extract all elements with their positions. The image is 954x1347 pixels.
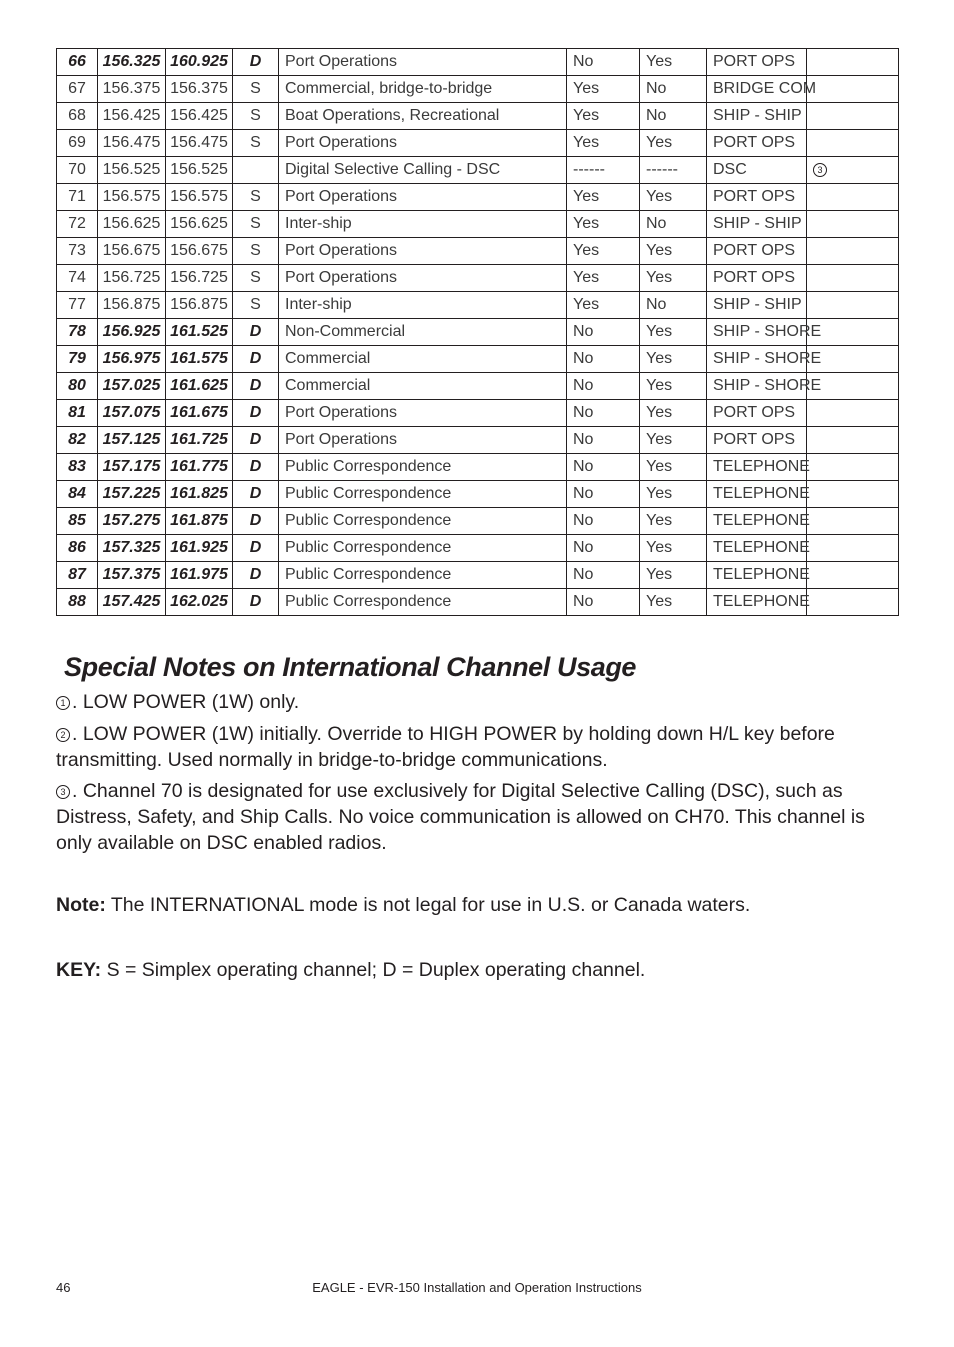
mode-cell: S xyxy=(233,238,279,265)
rx-frequency-cell: 156.425 xyxy=(166,103,233,130)
table-row xyxy=(57,265,899,292)
note-2-text: . LOW POWER (1W) initially. Override to HIGH POWER by holding down H/L key before transmitting. Used normally in bridge-to-bridge communications. xyxy=(56,723,835,771)
channel-number-cell: 80 xyxy=(57,373,98,400)
table-row xyxy=(57,103,899,130)
display-label-cell: PORT OPS xyxy=(707,427,807,454)
note-cell xyxy=(807,427,899,454)
note-3 xyxy=(56,778,898,856)
usage-cell: Port Operations xyxy=(279,265,567,292)
usage-cell: Port Operations xyxy=(279,130,567,157)
channel-number-cell: 79 xyxy=(57,346,98,373)
display-label-cell: SHIP - SHIP xyxy=(707,103,807,130)
channel-number-cell: 71 xyxy=(57,184,98,211)
usage-cell: Digital Selective Calling - DSC xyxy=(279,157,567,184)
ship-to-ship-cell: Yes xyxy=(567,184,640,211)
note-cell xyxy=(807,130,899,157)
channel-number-cell: 78 xyxy=(57,319,98,346)
rx-frequency-cell: 156.625 xyxy=(166,211,233,238)
usage-cell: Public Correspondence xyxy=(279,535,567,562)
ship-to-coast-cell: No xyxy=(640,292,707,319)
tx-frequency-cell: 156.925 xyxy=(98,319,166,346)
note-cell xyxy=(807,535,899,562)
mode-cell: D xyxy=(233,373,279,400)
ship-to-ship-cell: No xyxy=(567,319,640,346)
note-marker-3: 3 xyxy=(56,785,70,799)
channel-number-cell: 68 xyxy=(57,103,98,130)
rx-frequency-cell: 156.675 xyxy=(166,238,233,265)
mode-cell: D xyxy=(233,508,279,535)
note-marker-1: 1 xyxy=(56,696,70,710)
usage-cell: Public Correspondence xyxy=(279,481,567,508)
table-row xyxy=(57,454,899,481)
tx-frequency-cell: 156.575 xyxy=(98,184,166,211)
tx-frequency-cell: 157.125 xyxy=(98,427,166,454)
tx-frequency-cell: 157.025 xyxy=(98,373,166,400)
rx-frequency-cell: 156.875 xyxy=(166,292,233,319)
mode-cell: S xyxy=(233,103,279,130)
page-number: 46 xyxy=(56,1280,71,1295)
display-label-cell: SHIP - SHIP xyxy=(707,292,807,319)
display-label-cell: DSC xyxy=(707,157,807,184)
mode-cell: S xyxy=(233,184,279,211)
tx-frequency-cell: 157.075 xyxy=(98,400,166,427)
mode-cell: D xyxy=(233,346,279,373)
tx-frequency-cell: 157.275 xyxy=(98,508,166,535)
ship-to-ship-cell: No xyxy=(567,454,640,481)
ship-to-coast-cell: Yes xyxy=(640,265,707,292)
rx-frequency-cell: 156.375 xyxy=(166,76,233,103)
ship-to-ship-cell: No xyxy=(567,508,640,535)
mode-cell: D xyxy=(233,427,279,454)
channel-number-cell: 82 xyxy=(57,427,98,454)
display-label-cell: TELEPHONE xyxy=(707,562,807,589)
ship-to-ship-cell: No xyxy=(567,589,640,616)
mode-cell: D xyxy=(233,481,279,508)
legal-note-text: The INTERNATIONAL mode is not legal for use in U.S. or Canada waters. xyxy=(105,894,751,916)
table-row xyxy=(57,562,899,589)
ship-to-ship-cell: No xyxy=(567,427,640,454)
display-label-cell: TELEPHONE xyxy=(707,481,807,508)
mode-cell: S xyxy=(233,76,279,103)
tx-frequency-cell: 157.325 xyxy=(98,535,166,562)
note-cell xyxy=(807,184,899,211)
channel-number-cell: 66 xyxy=(57,49,98,76)
legal-note-label: Note: xyxy=(56,894,106,916)
ship-to-coast-cell: Yes xyxy=(640,130,707,157)
tx-frequency-cell: 157.425 xyxy=(98,589,166,616)
usage-cell: Inter-ship xyxy=(279,292,567,319)
table-row xyxy=(57,184,899,211)
note-1-text: . LOW POWER (1W) only. xyxy=(72,691,300,713)
channel-number-cell: 74 xyxy=(57,265,98,292)
display-label-cell: SHIP - SHORE xyxy=(707,346,807,373)
note-cell xyxy=(807,454,899,481)
usage-cell: Public Correspondence xyxy=(279,508,567,535)
channel-table xyxy=(56,48,899,616)
channel-number-cell: 84 xyxy=(57,481,98,508)
ship-to-ship-cell: Yes xyxy=(567,238,640,265)
channel-table-body xyxy=(57,49,899,616)
rx-frequency-cell: 156.575 xyxy=(166,184,233,211)
usage-cell: Port Operations xyxy=(279,184,567,211)
display-label-cell: PORT OPS xyxy=(707,130,807,157)
note-cell xyxy=(807,562,899,589)
table-row xyxy=(57,373,899,400)
usage-cell: Commercial, bridge-to-bridge xyxy=(279,76,567,103)
channel-number-cell: 86 xyxy=(57,535,98,562)
table-row xyxy=(57,157,899,184)
display-label-cell: SHIP - SHORE xyxy=(707,373,807,400)
usage-cell: Port Operations xyxy=(279,238,567,265)
tx-frequency-cell: 157.375 xyxy=(98,562,166,589)
tx-frequency-cell: 157.225 xyxy=(98,481,166,508)
channel-number-cell: 83 xyxy=(57,454,98,481)
ship-to-coast-cell: Yes xyxy=(640,589,707,616)
channel-number-cell: 73 xyxy=(57,238,98,265)
rx-frequency-cell: 161.725 xyxy=(166,427,233,454)
ship-to-ship-cell: No xyxy=(567,562,640,589)
legal-note xyxy=(56,892,898,918)
table-row xyxy=(57,238,899,265)
rx-frequency-cell: 161.575 xyxy=(166,346,233,373)
ship-to-coast-cell: Yes xyxy=(640,454,707,481)
note-cell xyxy=(807,49,899,76)
channel-number-cell: 69 xyxy=(57,130,98,157)
display-label-cell: PORT OPS xyxy=(707,184,807,211)
tx-frequency-cell: 156.975 xyxy=(98,346,166,373)
ship-to-coast-cell: ------ xyxy=(640,157,707,184)
ship-to-coast-cell: Yes xyxy=(640,562,707,589)
ship-to-coast-cell: No xyxy=(640,103,707,130)
table-row xyxy=(57,508,899,535)
table-row xyxy=(57,535,899,562)
note-cell xyxy=(807,589,899,616)
table-row xyxy=(57,346,899,373)
ship-to-ship-cell: No xyxy=(567,535,640,562)
ship-to-ship-cell: Yes xyxy=(567,130,640,157)
usage-cell: Inter-ship xyxy=(279,211,567,238)
table-row xyxy=(57,292,899,319)
channel-number-cell: 70 xyxy=(57,157,98,184)
note-reference-icon: 3 xyxy=(813,163,827,177)
mode-cell: S xyxy=(233,130,279,157)
ship-to-coast-cell: Yes xyxy=(640,535,707,562)
usage-cell: Commercial xyxy=(279,346,567,373)
note-cell xyxy=(807,481,899,508)
display-label-cell: PORT OPS xyxy=(707,265,807,292)
tx-frequency-cell: 156.625 xyxy=(98,211,166,238)
ship-to-ship-cell: ------ xyxy=(567,157,640,184)
key-note-label: KEY: xyxy=(56,959,102,981)
note-cell xyxy=(807,211,899,238)
usage-cell: Boat Operations, Recreational xyxy=(279,103,567,130)
ship-to-coast-cell: Yes xyxy=(640,346,707,373)
usage-cell: Port Operations xyxy=(279,400,567,427)
ship-to-coast-cell: Yes xyxy=(640,373,707,400)
table-row xyxy=(57,589,899,616)
tx-frequency-cell: 156.875 xyxy=(98,292,166,319)
tx-frequency-cell: 156.325 xyxy=(98,49,166,76)
display-label-cell: PORT OPS xyxy=(707,49,807,76)
display-label-cell: SHIP - SHORE xyxy=(707,319,807,346)
channel-number-cell: 81 xyxy=(57,400,98,427)
tx-frequency-cell: 156.725 xyxy=(98,265,166,292)
ship-to-coast-cell: Yes xyxy=(640,400,707,427)
note-1 xyxy=(56,689,898,715)
note-cell xyxy=(807,400,899,427)
note-marker-2: 2 xyxy=(56,728,70,742)
mode-cell: D xyxy=(233,589,279,616)
ship-to-coast-cell: Yes xyxy=(640,319,707,346)
rx-frequency-cell: 161.625 xyxy=(166,373,233,400)
rx-frequency-cell: 162.025 xyxy=(166,589,233,616)
ship-to-coast-cell: Yes xyxy=(640,238,707,265)
table-row xyxy=(57,319,899,346)
table-row xyxy=(57,427,899,454)
rx-frequency-cell: 156.725 xyxy=(166,265,233,292)
mode-cell: D xyxy=(233,562,279,589)
table-row xyxy=(57,49,899,76)
usage-cell: Public Correspondence xyxy=(279,589,567,616)
rx-frequency-cell: 161.825 xyxy=(166,481,233,508)
display-label-cell: TELEPHONE xyxy=(707,535,807,562)
table-row xyxy=(57,211,899,238)
note-cell xyxy=(807,238,899,265)
usage-cell: Non-Commercial xyxy=(279,319,567,346)
usage-cell: Commercial xyxy=(279,373,567,400)
display-label-cell: TELEPHONE xyxy=(707,454,807,481)
display-label-cell: SHIP - SHIP xyxy=(707,211,807,238)
note-2 xyxy=(56,721,898,773)
note-cell xyxy=(807,265,899,292)
footer-title: EAGLE - EVR-150 Installation and Operation Instructions xyxy=(312,1280,642,1295)
table-row xyxy=(57,400,899,427)
table-row xyxy=(57,130,899,157)
usage-cell: Port Operations xyxy=(279,49,567,76)
ship-to-ship-cell: No xyxy=(567,49,640,76)
note-3-text: . Channel 70 is designated for use exclusively for Digital Selective Calling (DSC), such as Distress, Safety, and Ship Calls. No voice communication is allowed on CH70. This channel is only available on DSC enabled radios. xyxy=(56,780,865,854)
mode-cell: D xyxy=(233,319,279,346)
mode-cell: D xyxy=(233,400,279,427)
ship-to-coast-cell: No xyxy=(640,211,707,238)
channel-number-cell: 87 xyxy=(57,562,98,589)
ship-to-ship-cell: No xyxy=(567,400,640,427)
notes-title: Special Notes on International Channel Usage xyxy=(64,652,637,682)
mode-cell: D xyxy=(233,49,279,76)
rx-frequency-cell: 156.475 xyxy=(166,130,233,157)
channel-number-cell: 67 xyxy=(57,76,98,103)
usage-cell: Public Correspondence xyxy=(279,454,567,481)
key-note xyxy=(56,957,898,983)
tx-frequency-cell: 156.375 xyxy=(98,76,166,103)
rx-frequency-cell: 161.675 xyxy=(166,400,233,427)
mode-cell xyxy=(233,157,279,184)
note-cell xyxy=(807,103,899,130)
ship-to-coast-cell: Yes xyxy=(640,184,707,211)
mode-cell: S xyxy=(233,211,279,238)
display-label-cell: BRIDGE COM xyxy=(707,76,807,103)
ship-to-ship-cell: Yes xyxy=(567,292,640,319)
channel-number-cell: 77 xyxy=(57,292,98,319)
ship-to-coast-cell: Yes xyxy=(640,49,707,76)
note-cell xyxy=(807,76,899,103)
ship-to-coast-cell: Yes xyxy=(640,481,707,508)
ship-to-coast-cell: Yes xyxy=(640,508,707,535)
rx-frequency-cell: 161.525 xyxy=(166,319,233,346)
tx-frequency-cell: 157.175 xyxy=(98,454,166,481)
note-cell xyxy=(807,508,899,535)
note-cell xyxy=(807,157,899,184)
rx-frequency-cell: 161.925 xyxy=(166,535,233,562)
channel-number-cell: 85 xyxy=(57,508,98,535)
rx-frequency-cell: 156.525 xyxy=(166,157,233,184)
ship-to-ship-cell: No xyxy=(567,373,640,400)
rx-frequency-cell: 160.925 xyxy=(166,49,233,76)
rx-frequency-cell: 161.775 xyxy=(166,454,233,481)
display-label-cell: TELEPHONE xyxy=(707,589,807,616)
mode-cell: S xyxy=(233,265,279,292)
ship-to-ship-cell: Yes xyxy=(567,265,640,292)
mode-cell: S xyxy=(233,292,279,319)
tx-frequency-cell: 156.475 xyxy=(98,130,166,157)
display-label-cell: TELEPHONE xyxy=(707,508,807,535)
usage-cell: Port Operations xyxy=(279,427,567,454)
tx-frequency-cell: 156.525 xyxy=(98,157,166,184)
mode-cell: D xyxy=(233,535,279,562)
rx-frequency-cell: 161.975 xyxy=(166,562,233,589)
ship-to-coast-cell: No xyxy=(640,76,707,103)
ship-to-coast-cell: Yes xyxy=(640,427,707,454)
rx-frequency-cell: 161.875 xyxy=(166,508,233,535)
key-note-text: S = Simplex operating channel; D = Duplex operating channel. xyxy=(101,959,646,981)
table-row xyxy=(57,481,899,508)
table-row xyxy=(57,76,899,103)
ship-to-ship-cell: No xyxy=(567,346,640,373)
ship-to-ship-cell: Yes xyxy=(567,103,640,130)
tx-frequency-cell: 156.675 xyxy=(98,238,166,265)
ship-to-ship-cell: No xyxy=(567,481,640,508)
display-label-cell: PORT OPS xyxy=(707,400,807,427)
ship-to-ship-cell: Yes xyxy=(567,211,640,238)
ship-to-ship-cell: Yes xyxy=(567,76,640,103)
channel-number-cell: 88 xyxy=(57,589,98,616)
display-label-cell: PORT OPS xyxy=(707,238,807,265)
mode-cell: D xyxy=(233,454,279,481)
usage-cell: Public Correspondence xyxy=(279,562,567,589)
note-cell xyxy=(807,292,899,319)
channel-number-cell: 72 xyxy=(57,211,98,238)
tx-frequency-cell: 156.425 xyxy=(98,103,166,130)
